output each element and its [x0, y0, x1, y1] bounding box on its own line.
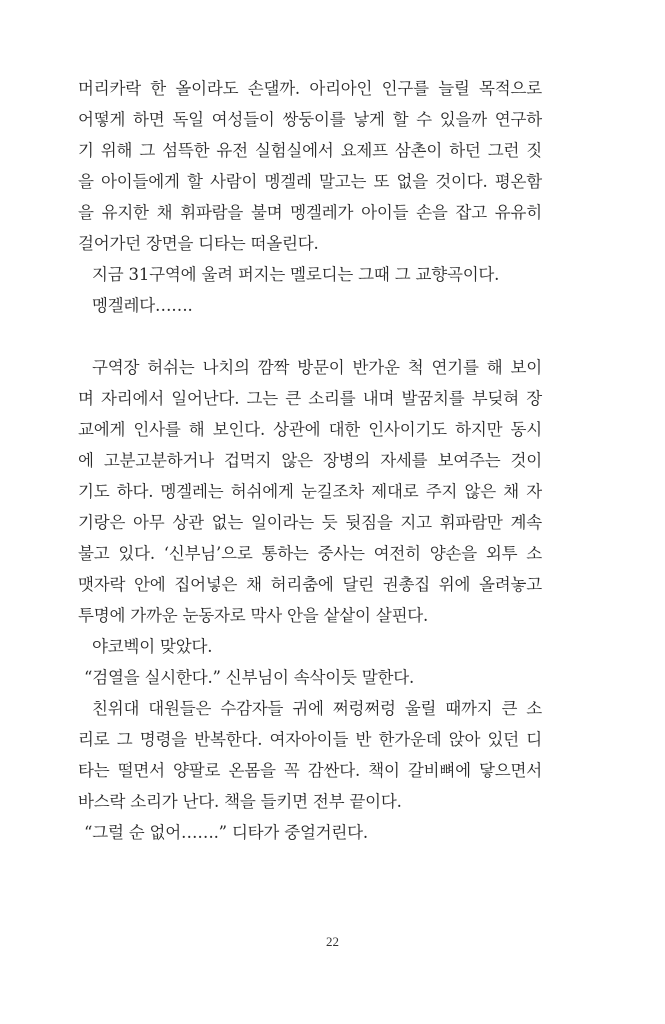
text-line: 친위대 대원들은 수감자들 귀에 쩌렁쩌렁 울릴 때까지 큰 소 [92, 699, 542, 718]
text-line: 머리카락 한 올이라도 손댈까. 아리아인 인구를 늘릴 목적으로 [78, 79, 542, 98]
text-line: 리로 그 명령을 반복한다. 여자아이들 반 한가운데 앉아 있던 디 [78, 730, 542, 749]
section-break [78, 321, 542, 352]
text-line: 걸어가던 장면을 디타는 떠올린다. [78, 234, 319, 253]
text-line: 기 위해 그 섬뜩한 유전 실험실에서 요제프 삼촌이 하던 그런 짓 [78, 141, 542, 160]
text-line: 며 자리에서 일어난다. 그는 큰 소리를 내며 발꿈치를 부딪혀 장 [78, 389, 542, 408]
text-line: 어떻게 하면 독일 여성들이 쌍둥이를 낳게 할 수 있을까 연구하 [78, 110, 542, 129]
text-line: 맷자락 안에 집어넣은 채 허리춤에 달린 권총집 위에 올려놓고 [78, 575, 542, 594]
text-line: 기랑은 아무 상관 없는 일이라는 듯 뒷짐을 지고 휘파람만 계속 [78, 513, 542, 532]
text-line: 교에게 인사를 해 보인다. 상관에 대한 인사이기도 하지만 동시 [78, 420, 542, 439]
dialogue-line: “검열을 실시한다.” 신부님이 속삭이듯 말한다. [84, 668, 415, 687]
page-number: 22 [326, 934, 339, 949]
text-line: 투명에 가까운 눈동자로 막사 안을 샅샅이 살핀다. [78, 606, 429, 625]
text-line: 불고 있다. ‘신부님’으로 통하는 중사는 여전히 양손을 외투 소 [78, 544, 542, 563]
text-line: 멩겔레다……. [92, 296, 193, 315]
dialogue-line: “그럴 순 없어…….” 디타가 중얼거린다. [84, 823, 368, 842]
text-line: 야코벡이 맞았다. [92, 637, 213, 656]
text-line: 구역장 허쉬는 나치의 깜짝 방문이 반가운 척 연기를 해 보이 [92, 358, 542, 377]
text-line: 에 고분고분하거나 겁먹지 않은 장병의 자세를 보여주는 것이 [78, 451, 542, 470]
text-line: 을 아이들에게 할 사람이 멩겔레 말고는 또 없을 것이다. 평온함 [78, 172, 542, 191]
page-body [78, 73, 542, 848]
text-line: 타는 떨면서 양팔로 온몸을 꼭 감싼다. 책이 갈비뼈에 닿으면서 [78, 761, 542, 780]
text-line: 지금 31구역에 울려 퍼지는 멜로디는 그때 그 교향곡이다. [92, 265, 500, 284]
text-line: 바스락 소리가 난다. 책을 들키면 전부 끝이다. [78, 792, 402, 811]
text-line: 기도 하다. 멩겔레는 허쉬에게 눈길조차 제대로 주지 않은 채 자 [78, 482, 542, 501]
text-line: 을 유지한 채 휘파람을 불며 멩겔레가 아이들 손을 잡고 유유히 [78, 203, 542, 222]
